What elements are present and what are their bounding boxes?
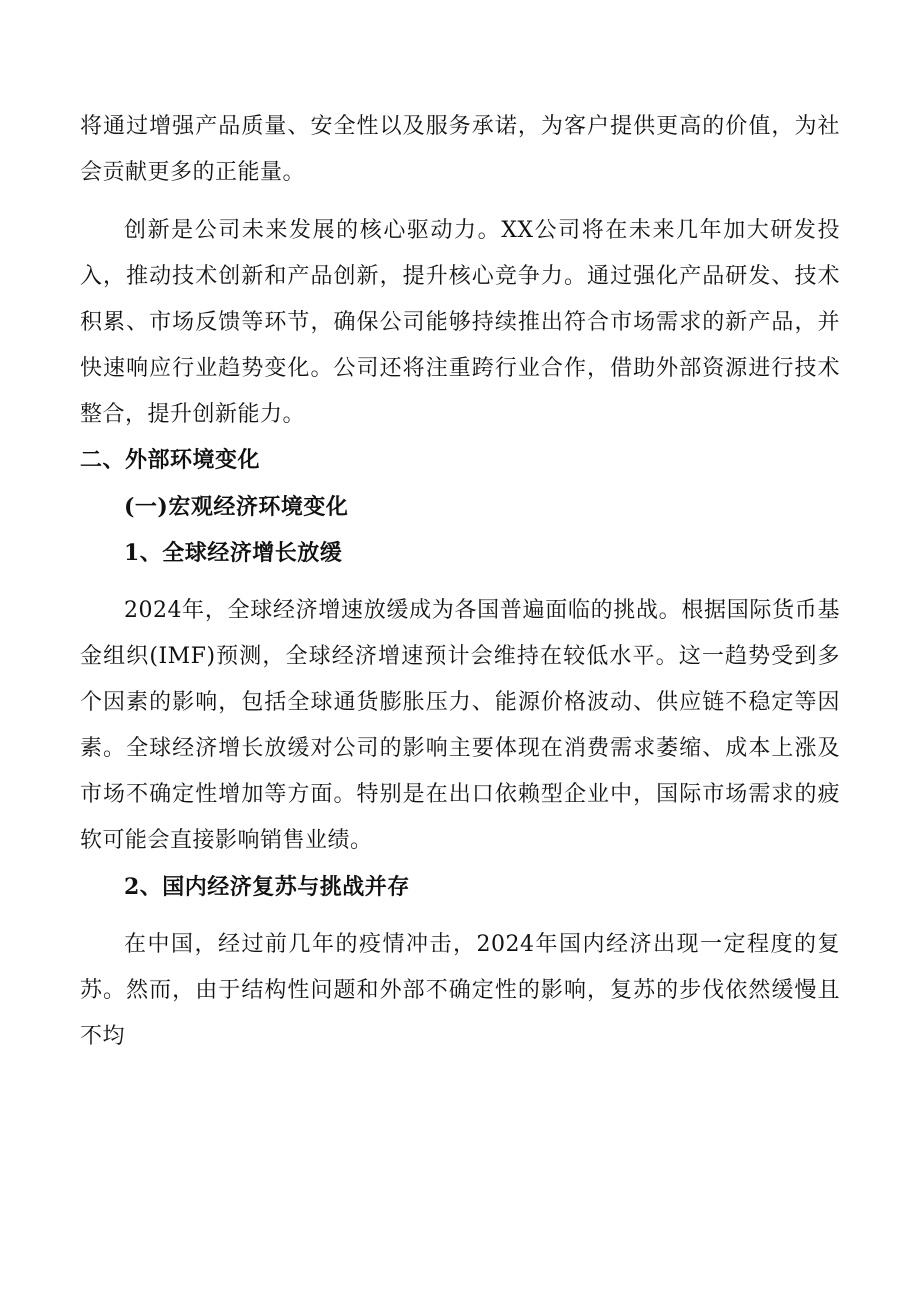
paragraph-continuation: 将通过增强产品质量、安全性以及服务承诺，为客户提供更高的价值，为社会贡献更多的正能量。	[80, 114, 840, 185]
document-body	[80, 104, 840, 1060]
paragraph-item-1: 2024年，全球经济增速放缓成为各国普遍面临的挑战。根据国际货币基金组织(IMF)预测，全球经济增速预计会维持在较低水平。这一趋势受到多个因素的影响，包括全球通货膨胀压力、能源价格波动、供应链不稳定等因素。全球经济增长放缓对公司的影响主要体现在消费需求萎缩、成本上涨及市场不确定性增加等方面。特别是在出口依赖型企业中，国际市场需求的疲软可能会直接影响销售业绩。	[80, 598, 840, 853]
paragraph-innovation: 创新是公司未来发展的核心驱动力。XX公司将在未来几年加大研发投入，推动技术创新和产品创新，提升核心竞争力。通过强化产品研发、技术积累、市场反馈等环节，确保公司能够持续推出符合市场需求的新产品，并快速响应行业趋势变化。公司还将注重跨行业合作，借助外部资源进行技术整合，提升创新能力。	[80, 218, 840, 427]
item-title-2: 2、国内经济复苏与挑战并存	[124, 874, 410, 900]
section-title: 二、外部环境变化	[80, 448, 261, 473]
subsection-title: (一)宏观经济环境变化	[124, 494, 349, 520]
paragraph-item-2: 在中国，经过前几年的疫情冲击，2024年国内经济出现一定程度的复苏。然而，由于结构性问题和外部不确定性的影响，复苏的步伐依然缓慢且不均	[80, 932, 840, 1049]
item-title-1: 1、全球经济增长放缓	[124, 540, 343, 566]
